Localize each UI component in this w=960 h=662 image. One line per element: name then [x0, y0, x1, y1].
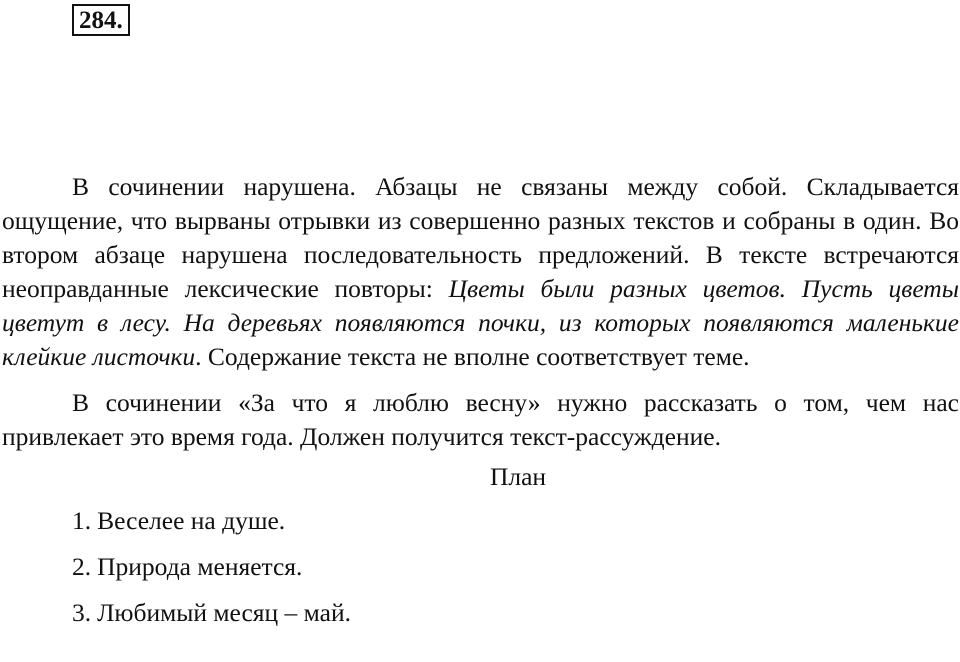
plan-item-text: Веселее на душе.	[97, 506, 286, 535]
plan-heading: План	[489, 462, 547, 491]
plan-item-number: 2.	[72, 552, 92, 581]
plan-item	[72, 596, 959, 630]
paragraph-analysis-text: В сочинении нарушена. Абзацы не связаны между собой. Складывается ощущение, что вырваны отрывки из совершенно разных текстов и собраны в один. Во втором абзаце нарушена последовательность предложений. В тексте встречаются неоправданные лексические повторы:	[2, 172, 959, 303]
plan-item	[72, 504, 959, 538]
plan-item-text: Любимый месяц – май.	[97, 598, 351, 627]
plan-item-number: 3.	[72, 598, 92, 627]
paragraph-task: В сочинении «За что я люблю весну» нужно рассказать о том, чем нас привлекает это время года. Должен получится текст-рассуждение.	[2, 388, 959, 451]
quoted-repetitions: Цветы были разных цветов. Пусть цветы цветут в лесу. На деревьях появляются почки, из которых появляются маленькие клейкие листочки	[2, 274, 959, 371]
task-number: 284.	[72, 4, 130, 36]
paragraph-analysis	[2, 170, 959, 374]
answer-text	[2, 170, 959, 642]
paragraph-analysis-ending: . Содержание текста не вполне соответствует теме.	[195, 342, 750, 371]
plan-item-number: 1.	[72, 506, 92, 535]
plan-item-text: Природа меняется.	[97, 552, 303, 581]
plan-list	[2, 504, 959, 630]
plan-item	[72, 550, 959, 584]
